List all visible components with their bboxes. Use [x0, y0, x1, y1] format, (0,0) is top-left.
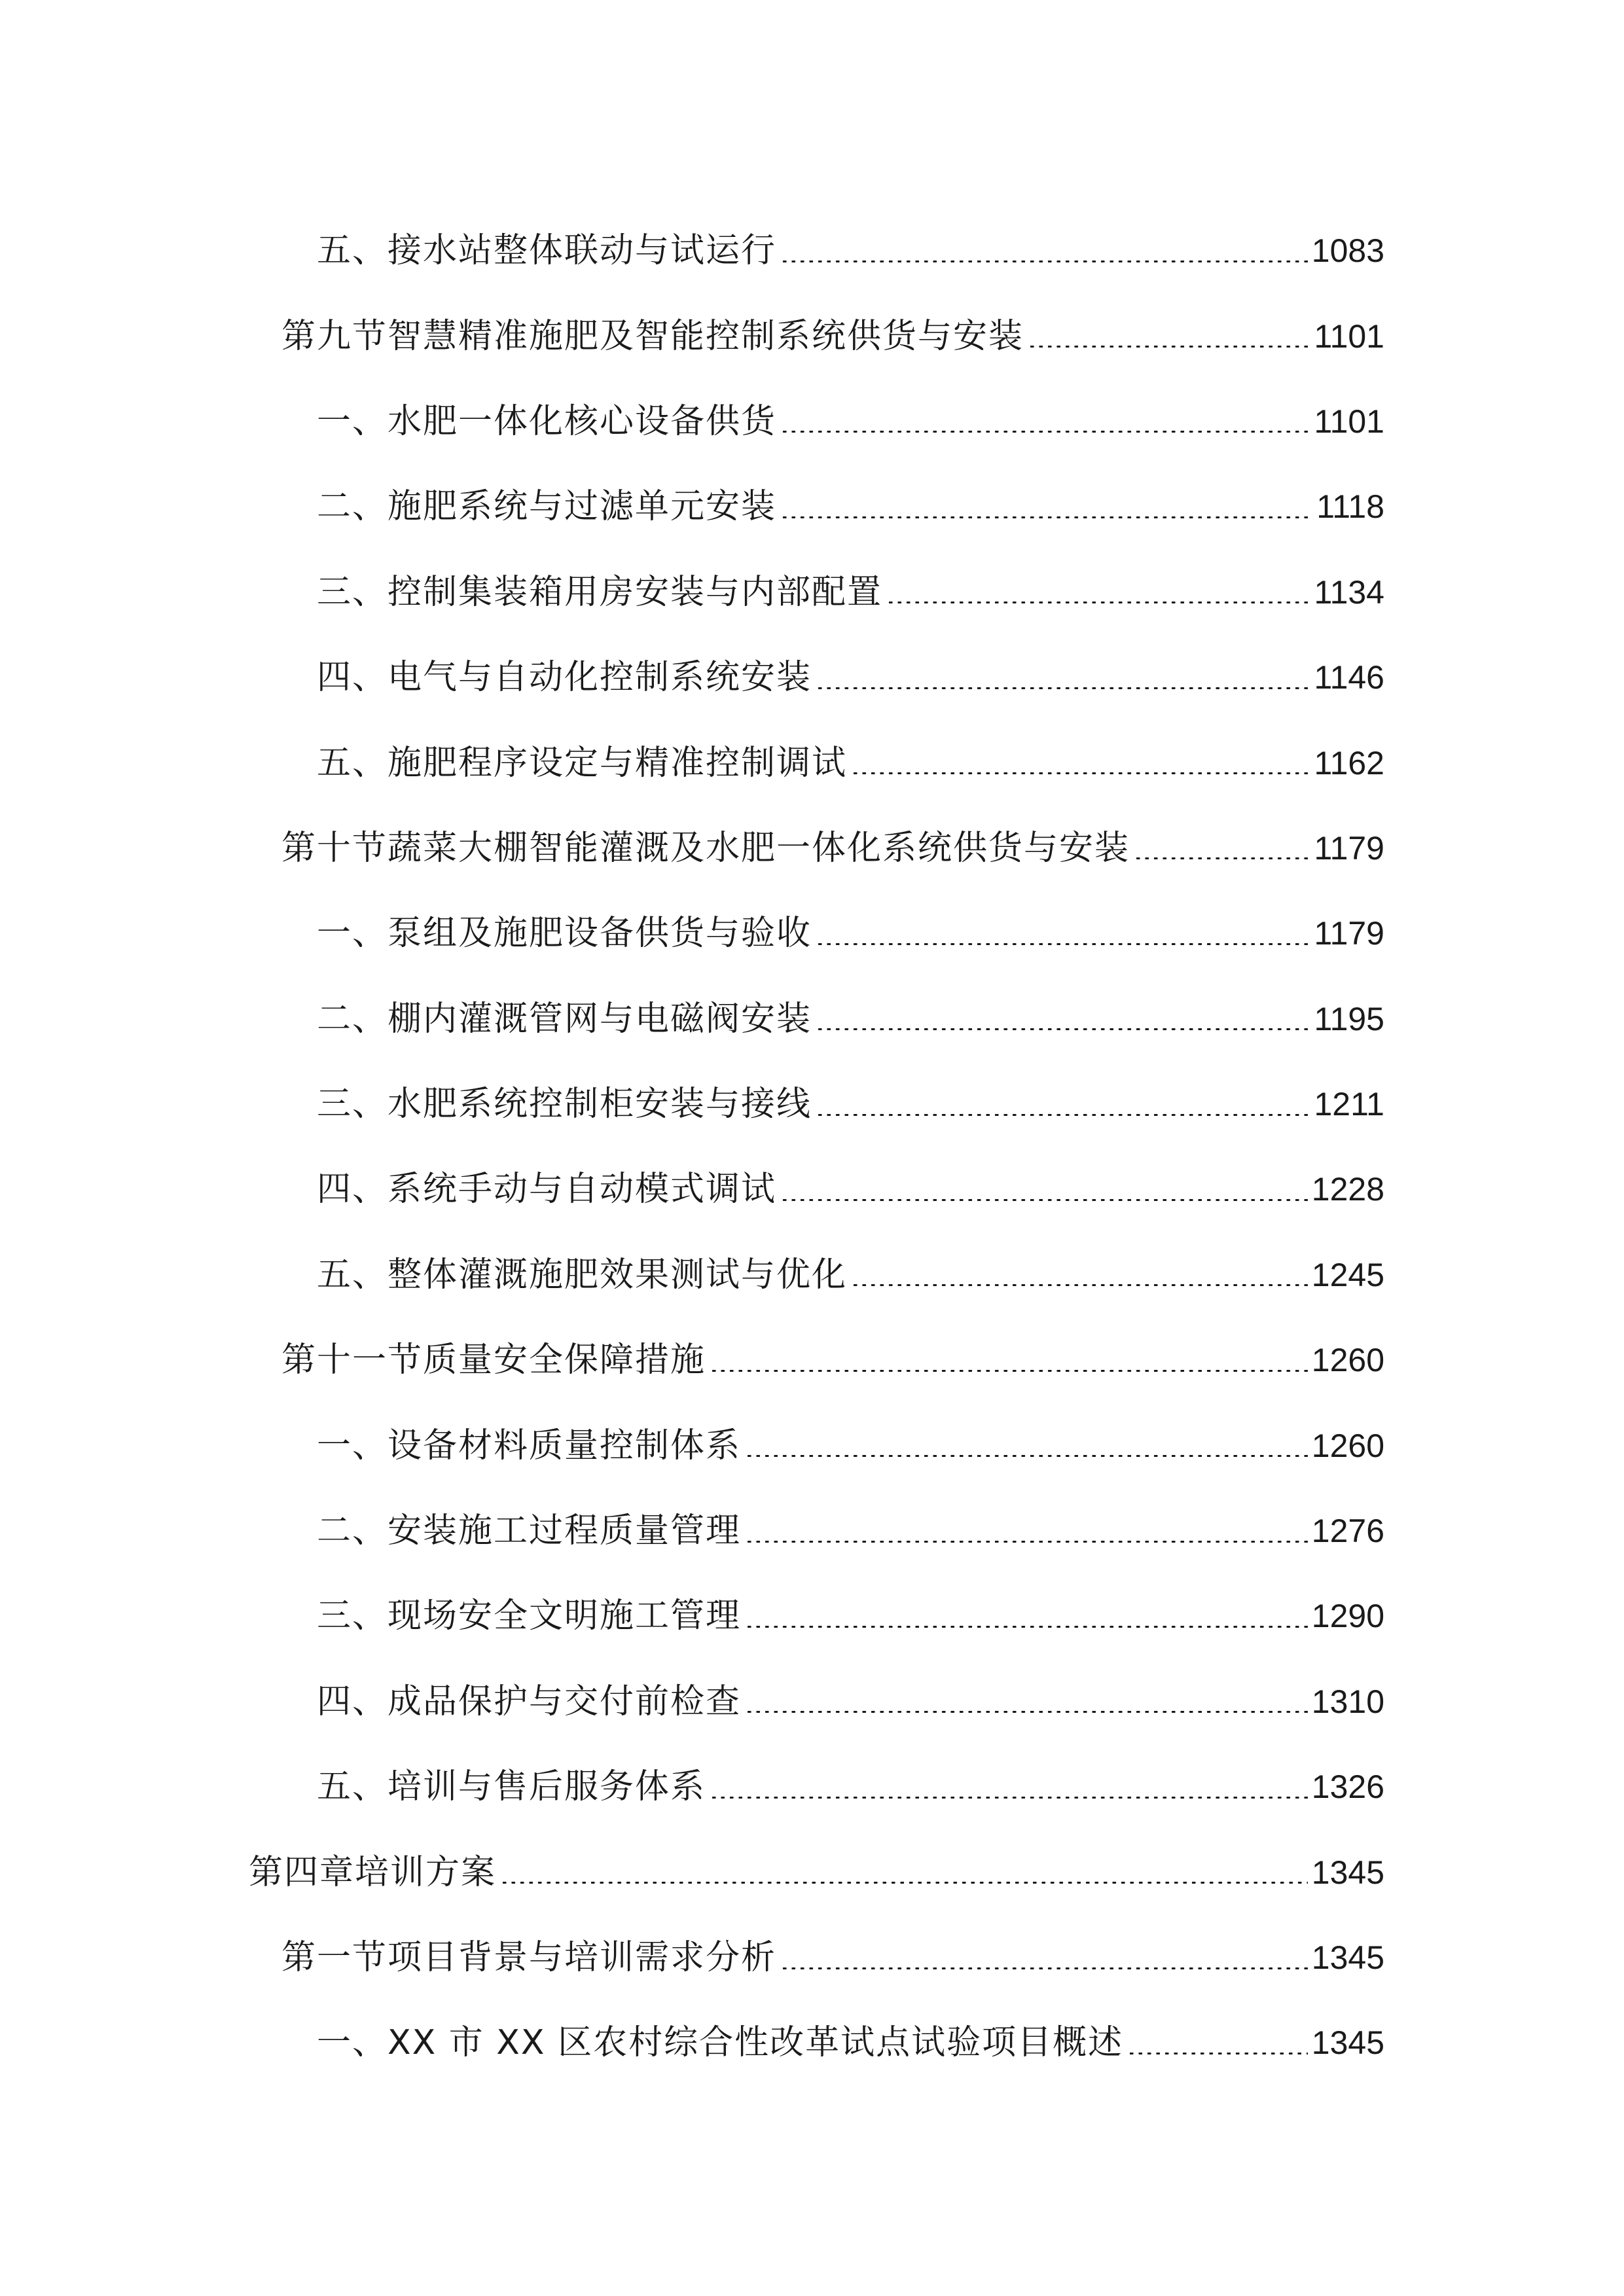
toc-dot-leader: [816, 1028, 1310, 1030]
toc-entry[interactable]: [0, 635, 1624, 720]
toc-dot-leader: [500, 1882, 1308, 1884]
toc-entry-title: 四、成品保护与交付前检查: [317, 1681, 742, 1721]
toc-entry[interactable]: [0, 1659, 1624, 1744]
toc-entry[interactable]: [0, 1488, 1624, 1573]
toc-page-number: 1310: [1311, 1683, 1384, 1720]
toc-dot-leader: [745, 1541, 1308, 1543]
toc-entry-title: 五、接水站整体联动与试运行: [317, 231, 777, 271]
toc-entry-title: 五、整体灌溉施肥效果测试与优化: [317, 1255, 848, 1295]
toc-entry[interactable]: [0, 720, 1624, 805]
toc-entry[interactable]: [0, 1062, 1624, 1147]
toc-dot-leader: [1134, 857, 1310, 859]
toc-dot-leader: [780, 1199, 1308, 1201]
toc-dot-leader: [780, 260, 1308, 262]
toc-entry[interactable]: [0, 1915, 1624, 2000]
toc-entry[interactable]: [0, 1232, 1624, 1318]
toc-entry-title: 第十一节质量安全保障措施: [281, 1340, 706, 1380]
toc-dot-leader: [816, 1114, 1310, 1116]
toc-dot-leader: [851, 772, 1310, 774]
toc-page-number: 1179: [1314, 829, 1384, 867]
toc-entry-title: 一、XX 市 XX 区农村综合性改革试点试验项目概述: [317, 2023, 1124, 2063]
toc-entry[interactable]: [0, 293, 1624, 378]
toc-entry[interactable]: [0, 550, 1624, 635]
toc-dot-leader: [745, 1711, 1308, 1713]
toc-page-number: 1101: [1314, 317, 1384, 355]
toc-page-number: 1146: [1314, 659, 1384, 696]
toc-entry[interactable]: [0, 891, 1624, 976]
toc-entry-title: 一、设备材料质量控制体系: [317, 1426, 742, 1465]
toc-entry[interactable]: [0, 2000, 1624, 2085]
toc-entry[interactable]: [0, 1403, 1624, 1488]
toc-page-number: 1101: [1314, 403, 1384, 440]
toc-entry-title: 第九节智慧精准施肥及智能控制系统供货与安装: [281, 316, 1024, 356]
toc-entry-title: 第四章培训方案: [249, 1852, 497, 1892]
toc-page-number: 1195: [1314, 1000, 1384, 1037]
toc-page-number: 1083: [1311, 232, 1384, 270]
toc-page-number: 1326: [1311, 1768, 1384, 1806]
toc-entry-title: 三、控制集装箱用房安装与内部配置: [317, 572, 883, 612]
toc-entry-title: 三、水肥系统控制柜安装与接线: [317, 1085, 812, 1124]
toc-dot-leader: [710, 1370, 1308, 1372]
toc-dot-leader: [1028, 346, 1310, 348]
toc-dot-leader: [780, 1967, 1308, 1969]
toc-entry-title: 四、电气与自动化控制系统安装: [317, 658, 812, 698]
toc-entry[interactable]: [0, 977, 1624, 1062]
toc-dot-leader: [886, 601, 1310, 603]
toc-page-number: 1345: [1311, 2024, 1384, 2062]
toc-entry[interactable]: [0, 379, 1624, 464]
toc-entry[interactable]: [0, 1744, 1624, 1829]
toc-page-number: 1345: [1311, 1854, 1384, 1891]
toc-entry-title: 五、培训与售后服务体系: [317, 1767, 706, 1807]
toc-entry-title: 二、施肥系统与过滤单元安装: [317, 487, 777, 527]
toc-page-number: 1118: [1316, 488, 1384, 526]
toc-entry[interactable]: [0, 1829, 1624, 1914]
toc-page-number: 1345: [1311, 1939, 1384, 1976]
toc-dot-leader: [780, 431, 1310, 433]
toc-page-number: 1245: [1311, 1256, 1384, 1293]
toc-page-number: 1134: [1314, 573, 1384, 611]
toc-entry-title: 第十节蔬菜大棚智能灌溉及水肥一体化系统供货与安装: [281, 828, 1130, 868]
toc-entry[interactable]: [0, 1573, 1624, 1659]
toc-entry[interactable]: [0, 464, 1624, 549]
toc-entry-title: 二、棚内灌溉管网与电磁阀安装: [317, 999, 812, 1039]
toc-dot-leader: [816, 943, 1310, 945]
toc-page-number: 1260: [1311, 1427, 1384, 1464]
toc-entry-title: 四、系统手动与自动模式调试: [317, 1170, 777, 1210]
toc-page-number: 1211: [1314, 1086, 1384, 1123]
toc-dot-leader: [851, 1284, 1308, 1286]
toc-entry[interactable]: [0, 806, 1624, 891]
toc-page-number: 1228: [1311, 1171, 1384, 1208]
toc-entry[interactable]: [0, 1147, 1624, 1232]
toc-page-number: 1260: [1311, 1342, 1384, 1379]
toc-entry-title: 二、安装施工过程质量管理: [317, 1511, 742, 1551]
toc-page-number: 1162: [1314, 744, 1384, 781]
toc-entry[interactable]: [0, 1318, 1624, 1403]
toc-dot-leader: [780, 516, 1312, 518]
toc-dot-leader: [816, 687, 1310, 689]
toc-entry-title: 一、泵组及施肥设备供货与验收: [317, 914, 812, 954]
toc-entry-title: 三、现场安全文明施工管理: [317, 1596, 742, 1636]
toc-page-number: 1276: [1311, 1513, 1384, 1550]
toc-entry[interactable]: [0, 208, 1624, 293]
toc-entry-title: 第一节项目背景与培训需求分析: [281, 1938, 777, 1977]
toc-entry-title: 五、施肥程序设定与精准控制调试: [317, 743, 848, 783]
toc-dot-leader: [745, 1626, 1308, 1628]
toc-entry-title: 一、水肥一体化核心设备供货: [317, 401, 777, 441]
toc-dot-leader: [1127, 2053, 1308, 2054]
toc-dot-leader: [745, 1455, 1308, 1457]
table-of-contents: [0, 208, 1624, 2086]
toc-page-number: 1290: [1311, 1598, 1384, 1635]
toc-dot-leader: [710, 1797, 1308, 1799]
toc-page-number: 1179: [1314, 915, 1384, 952]
